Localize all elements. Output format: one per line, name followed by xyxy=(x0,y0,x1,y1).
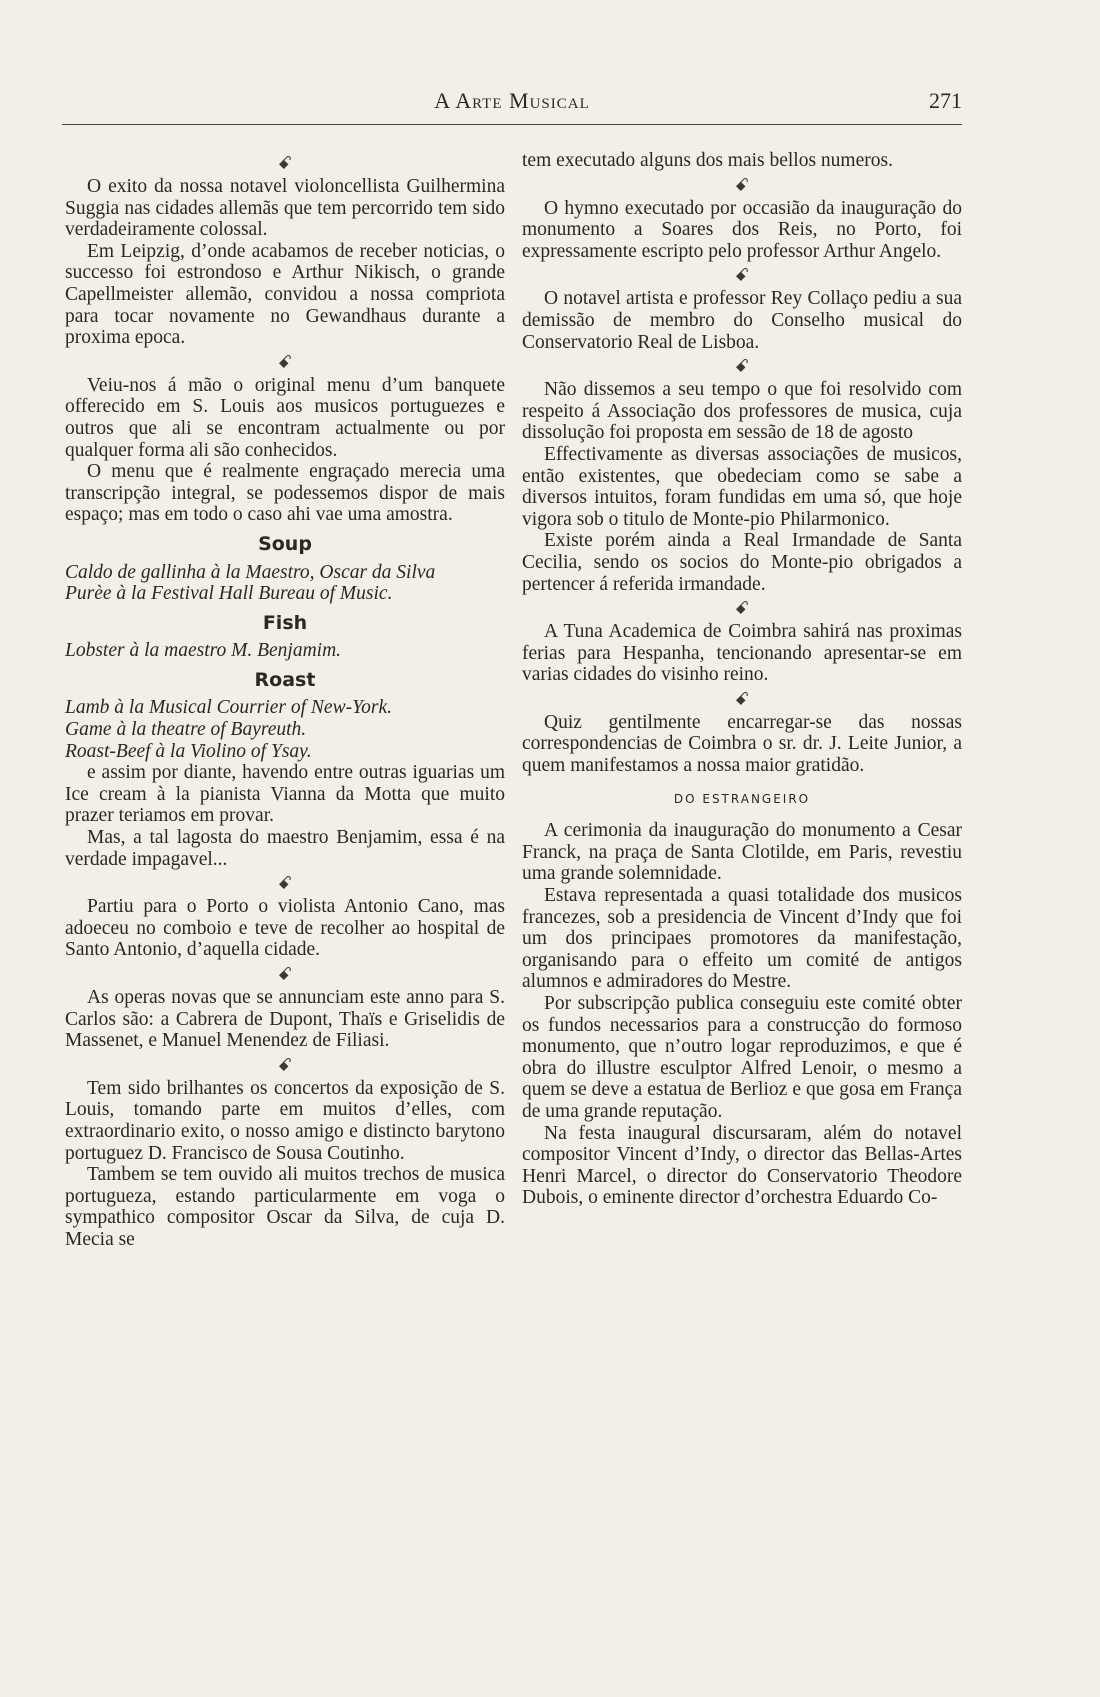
paragraph: Existe porém ainda a Real Irmandade de Santa Cecilia, sendo os socios do Monte-pio obrigados a pertencer á referida irmandade. xyxy=(522,530,962,595)
ornament-icon: ꗃ xyxy=(734,174,750,195)
ornament-icon: ꗃ xyxy=(277,964,293,984)
paragraph: Na festa inaugural discursaram, além do notavel compositor Vincent d’Indy, o director das Bellas-Artes Henri Marcel, o director do Conservatorio Theodore Dubois, o eminente director d’orchestra Eduardo Co- xyxy=(522,1122,962,1209)
ornament-icon: ꗃ xyxy=(277,153,293,173)
ornament-icon: ꗃ xyxy=(277,873,293,894)
paragraph: Não dissemos a seu tempo o que foi resolvido com respeito á Associação dos professores de musica, cuja dissolução foi proposta em sessão de 18 de agosto xyxy=(522,379,962,444)
menu-heading-roast: Roast xyxy=(254,668,316,691)
right-column xyxy=(522,150,962,1209)
ornament-icon: ꗃ xyxy=(277,1054,293,1075)
paragraph: As operas novas que se annunciam este anno para S. Carlos são: a Cabrera de Dupont, Thaïs e Griselidis de Massenet, e Manuel Menendez de Filiasi. xyxy=(65,987,505,1052)
menu-item: Lobster à la maestro M. Benjamim. xyxy=(65,640,342,662)
left-column xyxy=(65,150,505,1251)
paragraph: Effectivamente as diversas associações de musicos, então existentes, que obedeciam como se sabe a diversos intuitos, foram fundidas em uma só, que hoje vigora sob o titulo de Monte-pio Philarmonico. xyxy=(522,443,962,530)
ornament-icon: ꗃ xyxy=(277,351,293,372)
ornament-icon: ꗃ xyxy=(734,265,750,286)
menu-item: Purèe à la Festival Hall Bureau of Music. xyxy=(65,583,393,605)
paragraph: O hymno executado por occasião da inauguração do monumento a Soares dos Reis, no Porto, foi expressamente escripto pelo professor Arthur Angelo. xyxy=(522,197,962,262)
menu-item: Game à la theatre of Bayreuth. xyxy=(65,719,307,741)
paragraph: Tem sido brilhantes os concertos da exposição de S. Louis, tomando parte em muitos d’elles, com extraordinario exito, o nosso amigo e distincto barytono portuguez D. Francisco de Sousa Coutinho. xyxy=(65,1077,505,1164)
menu-item: Caldo de gallinha à la Maestro, Oscar da Silva xyxy=(65,561,436,583)
paragraph: Estava representada a quasi totalidade dos musicos francezes, sob a presidencia de Vincent d’Indy que foi um dos principaes promotores da manifestação, organisando para o effeito um comité de antigos alumnos e admiradores do Mestre. xyxy=(522,885,962,993)
paragraph: O menu que é realmente engraçado merecia uma transcripção integral, se podessemos dispor de mais espaço; mas em todo o caso ahi vae uma amostra. xyxy=(65,461,505,526)
page-header xyxy=(62,88,962,118)
paragraph: Em Leipzig, d’onde acabamos de receber noticias, o successo foi estrondoso e Arthur Nikisch, o grande Capellmeister allemão, convidou a nossa compriota para tocar novamente no Gewandhaus durante a proxima epoca. xyxy=(65,240,505,349)
ornament-icon: ꗃ xyxy=(734,598,750,619)
ornament-icon: ꗃ xyxy=(734,688,750,709)
paragraph: O exito da nossa notavel violoncellista Guilhermina Suggia nas cidades allemãs que tem percorrido tem sido verdadeiramente colossal. xyxy=(65,176,505,241)
menu-item: Lamb à la Musical Courrier of New-York. xyxy=(65,697,393,719)
paragraph: Por subscripção publica conseguiu este comité obter os fundos necessarios para a construcção do formoso monumento, que n’outro logar reproduzimos, e que é obra do illustre esculptor Alfred Lenoir, o mesmo a quem se deve a estatua de Berlioz e que gosa em França de uma grande reputação. xyxy=(522,993,962,1122)
paragraph: Partiu para o Porto o violista Antonio Cano, mas adoeceu no comboio e teve de recolher ao hospital de Santo Antonio, d’aquella cidade. xyxy=(65,896,505,961)
paragraph: Tambem se tem ouvido ali muitos trechos de musica portugueza, estando particularmente em voga o sympathico compositor Oscar da Silva, de cuja D. Mecia se xyxy=(65,1164,505,1250)
paragraph: A Tuna Academica de Coimbra sahirá nas proximas ferias para Hespanha, tencionando apresentar-se em varias cidades do visinho reino. xyxy=(522,621,962,686)
section-heading: DO ESTRANGEIRO xyxy=(673,791,811,806)
paragraph: Mas, a tal lagosta do maestro Benjamim, essa é na verdade impagavel... xyxy=(65,827,505,870)
paragraph: Quiz gentilmente encarregar-se das nossas correspondencias de Coimbra o sr. dr. J. Leite Junior, a quem manifestamos a nossa maior gratidão. xyxy=(522,711,962,777)
header-rule xyxy=(62,124,962,125)
ornament-icon: ꗃ xyxy=(734,356,750,377)
paragraph: tem executado alguns dos mais bellos numeros. xyxy=(522,150,893,171)
menu-heading-fish: Fish xyxy=(262,611,308,634)
menu-heading-soup: Soup xyxy=(258,532,312,555)
paragraph: Veiu-nos á mão o original menu d’um banquete offerecido em S. Louis aos musicos portuguezes e outros que ali se encontram actualmente ou por qualquer forma ali são conhecidos. xyxy=(65,374,505,461)
page-number: 271 xyxy=(929,88,962,113)
paragraph: O notavel artista e professor Rey Collaço pediu a sua demissão de membro do Conselho musical do Conservatorio Real de Lisboa. xyxy=(522,288,962,353)
paragraph: A cerimonia da inauguração do monumento a Cesar Franck, na praça de Santa Clotilde, em Paris, revestiu uma grande solemnidade. xyxy=(522,820,962,885)
menu-item: Roast-Beef à la Violino of Ysay. xyxy=(65,740,312,762)
journal-title: A Arte Musical xyxy=(434,88,590,113)
paragraph: e assim por diante, havendo entre outras iguarias um Ice cream à la pianista Vianna da Motta que muito prazer teriamos em provar. xyxy=(65,762,505,827)
